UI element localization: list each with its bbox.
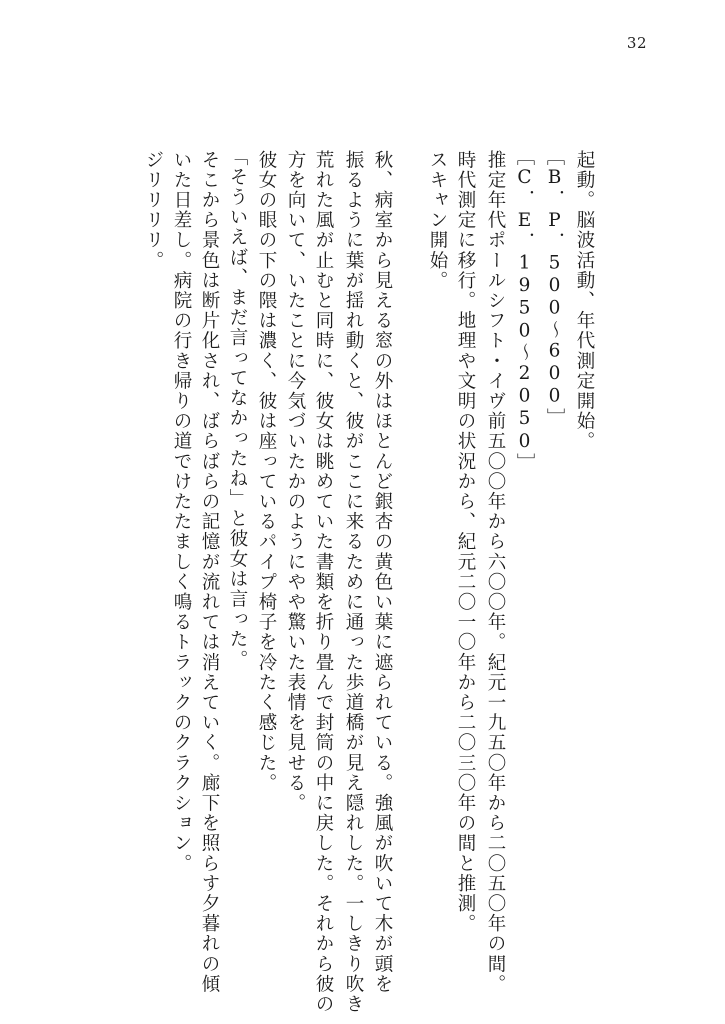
text-column-9: 荒れた風が止むと同時に、彼女は眺めていた書類を折り畳んで封筒の中に戻した。それから彼の — [313, 150, 334, 1015]
text-column-14: いた日差し。病院の行き帰りの道でけたたましく鳴るトラックのクラクション。 — [171, 150, 192, 874]
text-column-12: 「そういえば、まだ言ってなかったね」と彼女は言った。 — [227, 147, 248, 670]
text-column-6: スキャン開始。 — [427, 150, 448, 291]
text-column-3: ［C．E．1950〜2050］ — [514, 147, 535, 474]
text-column-1: 起動。脳波活動、年代測定開始。 — [574, 150, 595, 452]
text-column-8: 振るように葉が揺れ動くと、彼がここに来るために通った歩道橋が見え隠れした。一しきり吹き — [343, 150, 364, 1015]
text-column-13: そこから景色は断片化され、ばらばらの記憶が流れては消えていく。廊下を照らす夕暮れの傾 — [199, 150, 220, 995]
text-column-5: 時代測定に移行。地理や文明の状況から、紀元二〇一〇年から二〇三〇年の間と推測。 — [455, 150, 476, 934]
text-column-7: 秋、病室から見える窓の外はほとんど銀杏の黄色い葉に遮られている。強風が吹いて木が頭を — [372, 150, 393, 995]
text-column-15: ジリリリリ。 — [143, 150, 164, 271]
text-column-4: 推定年代ポールシフト・イヴ前五〇〇年から六〇〇年。紀元一九五〇年から二〇五〇年の間。 — [485, 150, 506, 995]
text-column-11: 彼女の眼の下の隈は濃く、彼は座っているパイプ椅子を冷たく感じた。 — [256, 150, 277, 794]
text-column-2: ［B．P．500〜600］ — [544, 147, 565, 429]
text-column-10: 方を向いて、いたことに今気づいたかのようにやや驚いた表情を見せる。 — [285, 150, 306, 814]
page-number: 32 — [626, 34, 647, 52]
